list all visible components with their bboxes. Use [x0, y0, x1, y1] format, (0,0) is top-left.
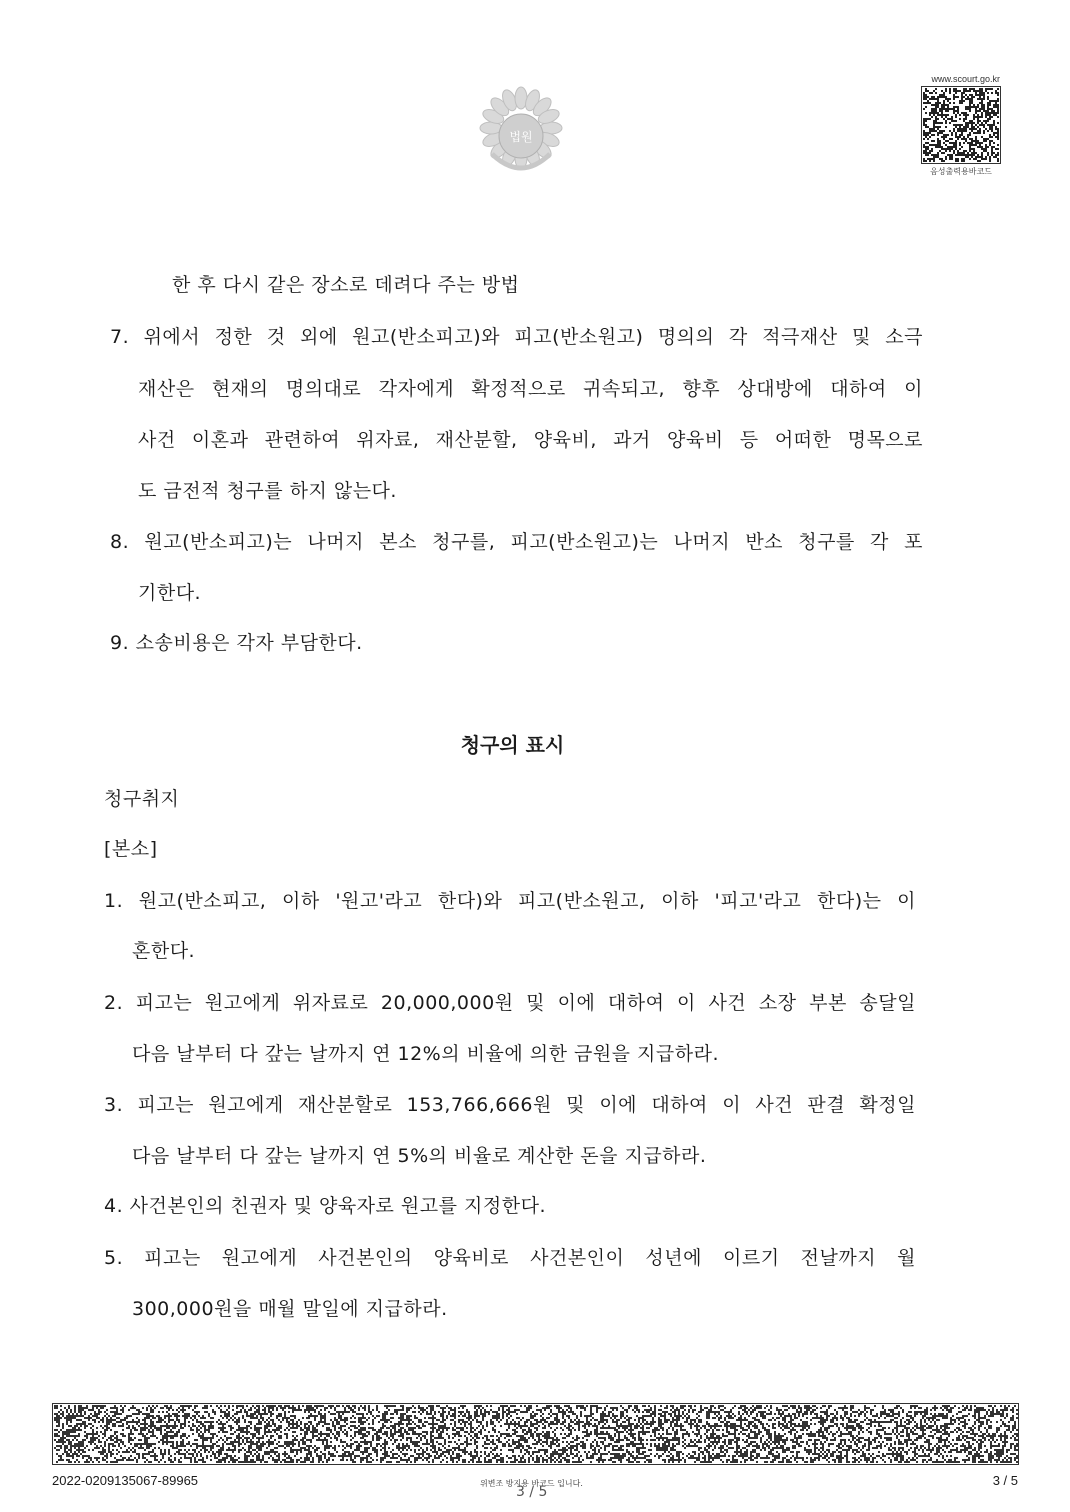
bracket-heading: [본소] [104, 838, 158, 860]
text-line: 9. 소송비용은 각자 부담한다. [110, 632, 363, 654]
barcode-notice: 위변조 방지용 바코드 입니다. [480, 1479, 583, 1488]
claim-line: 3. 피고는 원고에게 재산분할로 153,766,666원 및 이에 대하여 이 사건 판결 확정일 [104, 1094, 916, 1116]
qr-url: www.scourt.go.kr [931, 74, 1000, 84]
claim-line: 5. 피고는 원고에게 사건본인의 양육비로 사건본인이 성년에 이르기 전날까지 월 [104, 1247, 916, 1269]
claim-line: 2. 피고는 원고에게 위자료로 20,000,000원 및 이에 대하여 이 사건 소장 부본 송달일 [104, 992, 916, 1014]
text-line: 8. 원고(반소피고)는 나머지 본소 청구를, 피고(반소원고)는 나머지 반소 청구를 각 포 [110, 531, 923, 553]
qr-code [921, 86, 1001, 164]
section-title: 청구의 표시 [460, 733, 565, 757]
claim-line: 다음 날부터 다 갚는 날까지 연 12%의 비율에 의한 금원을 지급하라. [132, 1043, 720, 1065]
text-line: 한 후 다시 같은 장소로 데려다 주는 방법 [172, 274, 520, 296]
claim-line: 다음 날부터 다 갚는 날까지 연 5%의 비율로 계산한 돈을 지급하라. [132, 1145, 707, 1167]
court-seal [470, 82, 572, 184]
text-line: 기한다. [138, 582, 202, 604]
page-number-center: 3 / 5 [516, 1484, 548, 1500]
claim-line: 1. 원고(반소피고, 이하 '원고'라고 한다)와 피고(반소원고, 이하 '피고'라고 한다)는 이 [104, 890, 916, 912]
text-line: 7. 위에서 정한 것 외에 원고(반소피고)와 피고(반소원고) 명의의 각 적극재산 및 소극 [110, 326, 923, 348]
sub-heading: 청구취지 [104, 788, 180, 810]
claim-line: 4. 사건본인의 친권자 및 양육자로 원고를 지정한다. [104, 1195, 546, 1217]
claim-line: 혼한다. [132, 940, 196, 962]
text-line: 사건 이혼과 관련하여 위자료, 재산분할, 양육비, 과거 양육비 등 어떠한 명목으로 [138, 429, 923, 451]
anti-forgery-barcode [52, 1403, 1019, 1465]
text-line: 도 금전적 청구를 하지 않는다. [138, 480, 397, 502]
seal-text: 법원 [509, 130, 533, 144]
claim-line: 300,000원을 매월 말일에 지급하라. [132, 1298, 448, 1320]
qr-label: 음성출력용바코드 [930, 167, 992, 176]
document-number: 2022-0209135067-89965 [52, 1473, 199, 1488]
text-line: 재산은 현재의 명의대로 각자에게 확정적으로 귀속되고, 향후 상대방에 대하여 이 [138, 378, 923, 400]
page-number: 3 / 5 [992, 1473, 1018, 1488]
